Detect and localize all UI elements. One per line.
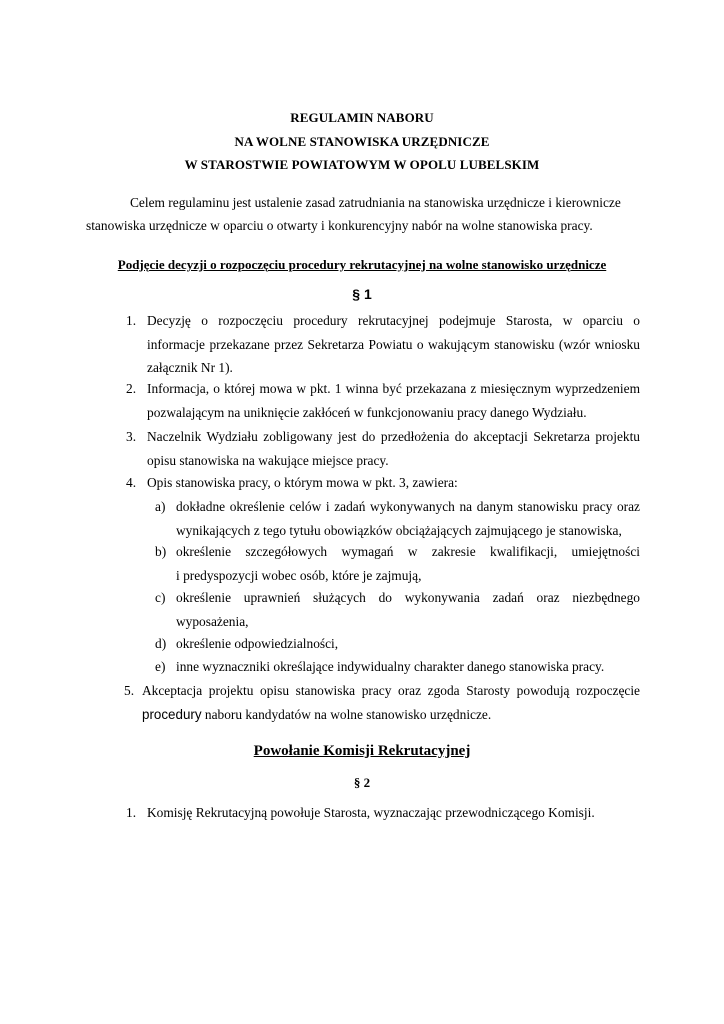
subitem-line: dokładne określenie celów i zadań wykonywanych na danym stanowisku pracy oraz (176, 499, 640, 514)
subitem-letter: a) (155, 499, 166, 514)
document-title-line-2: NA WOLNE STANOWISKA URZĘDNICZE (234, 134, 490, 149)
item-number: 3. (126, 429, 137, 444)
intro-line-1: Celem regulaminu jest ustalenie zasad zatrudniania na stanowiska urzędnicze i kierownicze (130, 195, 621, 210)
subitem-line: wyposażenia, (176, 613, 249, 629)
item-number: 5. (124, 683, 135, 698)
subitem-letter: d) (155, 636, 167, 651)
item-number: 4. (126, 475, 137, 490)
subitem-line: i predyspozycji wobec osób, które je zajmują, (176, 567, 422, 583)
intro-line-2: stanowiska urzędnicze w oparciu o otwarty i konkurencyjny nabór na wolne stanowiska pracy. (86, 218, 593, 233)
item-line: Decyzję o rozpoczęciu procedury rekrutacyjnej podejmuje Starosta, w oparciu o (147, 313, 640, 328)
item-line: Informacja, o której mowa w pkt. 1 winna być przekazana z miesięcznym wyprzedzeniem (147, 381, 640, 396)
item-line: załącznik Nr 1). (147, 360, 233, 375)
section-2-heading: Powołanie Komisji Rekrutacyjnej (253, 743, 471, 759)
item-line: Naczelnik Wydziału zobligowany jest do przedłożenia do akceptacji Sekretarza projektu (147, 429, 640, 444)
procedury-word: procedury (142, 706, 202, 722)
section-1-heading: Podjęcie decyzji o rozpoczęciu procedury rekrutacyjnej na wolne stanowisko urzędnicze (117, 257, 607, 272)
section-1-paragraph-sign: § 1 (352, 286, 372, 302)
subitem-line: określenie szczegółowych wymagań w zakresie kwalifikacji, umiejętności (176, 544, 640, 559)
item-line: Opis stanowiska pracy, o którym mowa w pkt. 3, zawiera: (147, 475, 458, 490)
item-number: 1. (126, 313, 137, 328)
subitem-line: określenie uprawnień służących do wykonywania zadań oraz niezbędnego (176, 590, 640, 605)
subitem-letter: e) (155, 659, 166, 674)
section-2-paragraph-sign: § 2 (353, 775, 371, 790)
subitem-line: określenie odpowiedzialności, (176, 636, 339, 651)
item-line: Akceptacja projektu opisu stanowiska pracy oraz zgoda Starosty powodują rozpoczęcie (142, 683, 640, 698)
item-line: Komisję Rekrutacyjną powołuje Starosta, wyznaczając przewodniczącego Komisji. (147, 805, 595, 820)
subitem-line: inne wyznaczniki określające indywidualny charakter danego stanowiska pracy. (176, 659, 605, 674)
subitem-letter: b) (155, 544, 167, 559)
item-line-rest: naboru kandydatów na wolne stanowisko urzędnicze. (201, 706, 492, 722)
document-title-line-1: REGULAMIN NABORU (290, 110, 434, 125)
subitem-letter: c) (155, 590, 166, 605)
item-number: 1. (126, 805, 137, 820)
subitem-line: wynikających z tego tytułu obowiązków obciążających zajmującego je stanowiska, (176, 522, 622, 538)
item-line: opisu stanowiska na wakujące miejsce pracy. (147, 452, 389, 468)
item-line: informacje przekazane przez Sekretarza Powiatu o wakującym stanowisku (wzór wniosku (147, 336, 640, 352)
item-line: pozwalającym na uniknięcie zakłóceń w funkcjonowaniu pracy danego Wydziału. (147, 404, 587, 420)
item-line (142, 703, 640, 727)
document-title-line-3: W STAROSTWIE POWIATOWYM W OPOLU LUBELSKIM (184, 157, 540, 172)
item-number: 2. (126, 381, 137, 396)
